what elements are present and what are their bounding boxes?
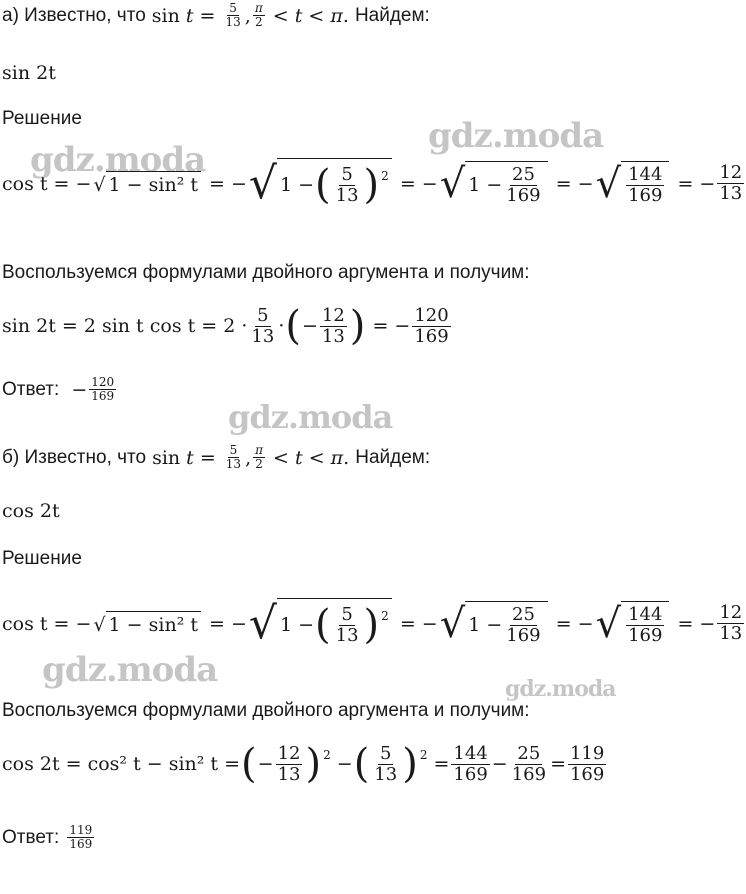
watermark: gdz.moda	[30, 140, 206, 180]
part-a-formula-text: Воспользуемся формулами двойного аргумента и получим:	[2, 262, 530, 283]
part-b-given: б) Известно, что sin t = $\frac{5}{13}$ , $\frac{\pi}{2}$ < t < π . Найдем:	[2, 443, 431, 472]
given-fraction: $\frac{5}{13}$	[225, 1, 241, 30]
part-b-formula-text: Воспользуемся формулами двойного аргумента и получим:	[2, 700, 530, 721]
part-b-cos2-step: cos 2t = cos² t − sin² t = ( − $\frac{12}{13}$ ) 2 − ( $\frac{5}{13}$ ) 2 = $\frac{144}{169}$ − $\frac{25}{169}$ = $\frac{119}{169}$	[2, 741, 605, 788]
pi-half-fraction: $\frac{\pi}{2}$	[254, 1, 263, 30]
watermark: gdz.moda	[228, 398, 393, 436]
part-b-solution-label: Решение	[2, 548, 82, 569]
part-a-given: а) Известно, что sin t = $\frac{5}{13}$ , $\frac{\pi}{2}$ < t < π . Найдем:	[2, 1, 430, 30]
part-a-target: sin 2t	[2, 62, 56, 84]
watermark: gdz.moda	[505, 676, 616, 702]
part-b-answer: Ответ: $\frac{119}{169}$	[2, 823, 93, 852]
part-b-target: cos 2t	[2, 500, 60, 522]
watermark: gdz.moda	[42, 650, 218, 690]
part-a-solution-label: Решение	[2, 108, 82, 129]
part-a-answer: Ответ: − $\frac{120}{169}$	[2, 375, 115, 404]
part-b-cos-step: cos t = − √ 1 − sin² t = − √ 1 − ( $\frac{5}{13}$ ) 2 = − √ 1 − $\frac{25}{169}$ = − √ $\frac{144}{169}$ = − $\frac{12}{13}$	[2, 598, 743, 649]
watermark: gdz.moda	[428, 116, 604, 156]
part-a-cos-step: cos t = − √ 1 − sin² t = − √ 1 − ( $\frac{5}{13}$ ) 2 = − √ 1 − $\frac{25}{169}$ = − √ $\frac{144}{169}$ = − $\frac{12}{13}$	[2, 158, 743, 209]
part-a-sin2-step: sin 2t = 2 sin t cos t = 2 · $\frac{5}{13}$ · ( − $\frac{12}{13}$ ) = − $\frac{120}{169}$	[2, 303, 449, 350]
